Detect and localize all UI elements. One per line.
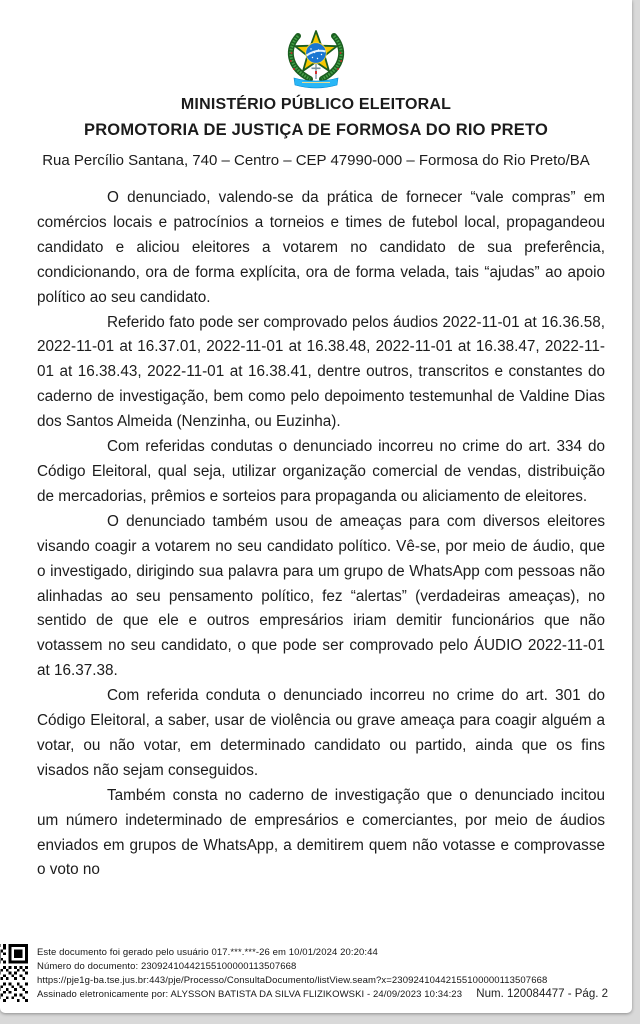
paragraph-6: Também consta no caderno de investigação que o denunciado incitou um número indeterminado de empresários e comerciantes, por meio de áudios enviados em grupos de WhatsApp, a demitirem quem não votasse e comprovasse o voto no [37, 786, 605, 879]
brazil-coat-of-arms-icon [284, 27, 348, 91]
office-address: Rua Percílio Santana, 740 – Centro – CEP 47990-000 – Formosa do Rio Preto/BA [42, 152, 590, 169]
page-number-label: Num. 120084477 - Pág. 2 [476, 988, 608, 1000]
paragraph-4: O denunciado também usou de ameaças para com diversos eleitores visando coagir a votarem no seu candidato político. Vê-se, por meio de áudio, que o investigado, dirigindo sua palavra para um grupo de WhatsApp com pessoas não alinhadas ao seu pensamento político, fez “alertas” (verdadeiras ameaças), no sentido de que ele e outros empresários iriam demitir funcionários que não votassem no seu candidato, o que pode ser comprovado pelo ÁUDIO 2022-11-01 at 16.37.38. [37, 512, 605, 680]
paragraph-1: O denunciado, valendo-se da prática de fornecer “vale compras” em comércios locais e patrocínios a torneios e times de futebol local, propagandeou candidato e aliciou eleitores a votarem no candidato de sua preferência, condicionando, ora de forma explícita, ora de forma velada, tais “ajudas” ao apoio político ao seu candidato. [37, 189, 605, 306]
consultation-url-line: https://pje1g-ba.tse.jus.br:443/pje/Processo/ConsultaDocumento/listView.seam?x=23092410442155100000113507668 [37, 975, 548, 986]
document-footer-metadata [37, 946, 547, 1002]
office-title: PROMOTORIA DE JUSTIÇA DE FORMOSA DO RIO PRETO [83, 121, 548, 139]
generated-by-line: Este documento foi gerado pelo usuário 017.***.***-26 em 10/01/2024 20:20:44 [37, 947, 378, 958]
qr-code-icon [0, 944, 28, 1002]
document-number-line: Número do documento: 23092410442155100000113507668 [37, 961, 297, 972]
paragraph-3: Com referidas condutas o denunciado incorreu no crime do art. 334 do Código Eleitoral, qual seja, utilizar organização comercial de vendas, distribuição de mercadorias, prêmios e sorteios para propaganda ou aliciamento de eleitores. [37, 438, 605, 505]
signature-line: Assinado eletronicamente por: ALYSSON BATISTA DA SILVA FLIZIKOWSKI - 24/09/2023 10:34:23 [37, 989, 463, 1000]
document-body [37, 186, 605, 883]
paragraph-5: Com referida conduta o denunciado incorreu no crime do art. 301 do Código Eleitoral, a saber, usar de violência ou grave ameaça para coagir alguém a votar, ou não votar, em determinado candidato ou partido, ainda que os fins visados não sejam conseguidos. [37, 687, 605, 779]
paragraph-2: Referido fato pode ser comprovado pelos áudios 2022-11-01 at 16.36.58, 2022-11-01 at 16.37.01, 2022-11-01 at 16.38.48, 2022-11-01 at 16.38.47, 2022-11-01 at 16.38.43, 2022-11-01 at 16.38.41, dentre outros, transcritos e constantes do caderno de investigação, bem como pelo depoimento testemunhal de Valdine Dias dos Santos Almeida (Nenzinha, ou Euzinha). [37, 313, 605, 431]
document-header [0, 0, 632, 169]
org-title: MINISTÉRIO PÚBLICO ELEITORAL [180, 96, 452, 113]
